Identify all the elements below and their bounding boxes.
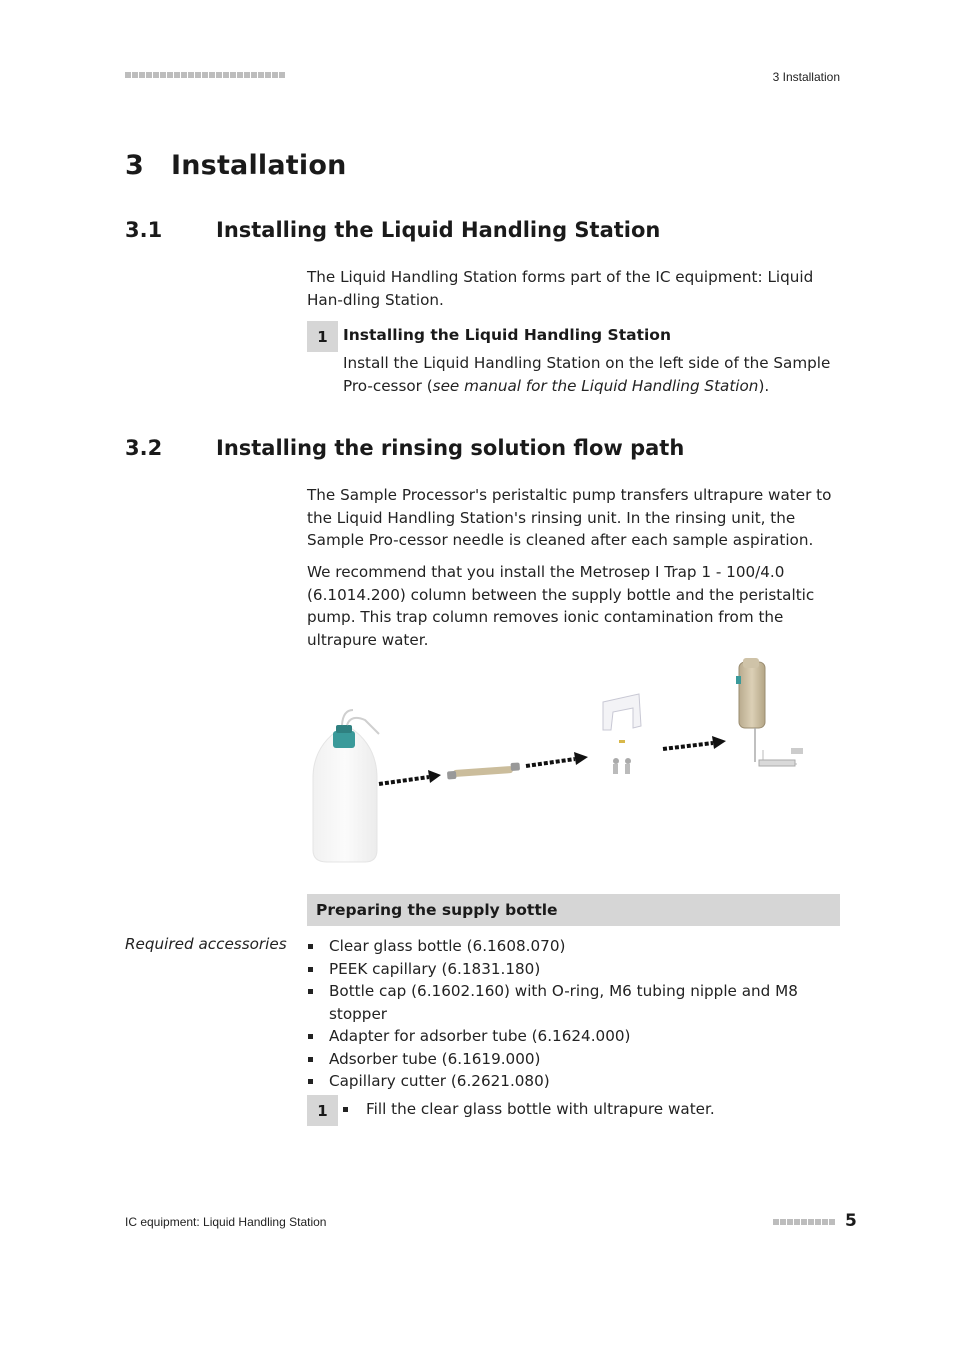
section2-paragraph-2: We recommend that you install the Metrosep I Trap 1 - 100/4.0 (6.1014.200) column between the supply bottle and the peristaltic pump. This trap column removes ionic contamination from the ultrapure water. bbox=[307, 563, 815, 649]
list-item: Bottle cap (6.1602.160) with O-ring, M6 tubing nipple and M8 stopper bbox=[307, 980, 847, 1025]
list-item: Capillary cutter (6.2621.080) bbox=[307, 1070, 847, 1093]
flow-arrow bbox=[526, 752, 588, 766]
trap-column bbox=[447, 762, 520, 779]
supply-bottle bbox=[313, 710, 379, 862]
manual-reference: see manual for the Liquid Handling Station bbox=[432, 376, 759, 395]
chapter-title: Installation bbox=[171, 150, 347, 181]
step-number-badge: 1 bbox=[307, 1095, 338, 1126]
header-decoration bbox=[125, 72, 285, 78]
subsection-bar bbox=[307, 894, 840, 926]
list-item: Adsorber tube (6.1619.000) bbox=[307, 1048, 847, 1071]
peristaltic-pump bbox=[603, 694, 641, 774]
step-number-badge: 1 bbox=[307, 321, 338, 352]
section-title: Installing the Liquid Handling Station bbox=[216, 218, 661, 242]
flow-path-illustration bbox=[307, 650, 817, 870]
list-item: Adapter for adsorber tube (6.1624.000) bbox=[307, 1025, 847, 1048]
step-text: Install the Liquid Handling Station on the left side of the Sample Pro-cessor ( bbox=[343, 354, 831, 395]
chapter-number: 3 bbox=[125, 150, 144, 181]
step-description bbox=[343, 352, 838, 397]
section-title: Installing the rinsing solution flow path bbox=[216, 436, 685, 460]
running-header: 3 Installation bbox=[772, 70, 840, 84]
section-heading-3-2 bbox=[125, 436, 684, 460]
footer-title: IC equipment: Liquid Handling Station bbox=[125, 1215, 327, 1229]
chapter-heading bbox=[125, 150, 347, 181]
bottle-cap bbox=[333, 731, 355, 748]
subsection-title: Preparing the supply bottle bbox=[316, 901, 558, 919]
section-number: 3.1 bbox=[125, 218, 163, 242]
flow-arrow bbox=[379, 770, 441, 784]
section1-intro-text: The Liquid Handling Station forms part of the IC equipment: Liquid Han-dling Station. bbox=[307, 268, 814, 309]
accessories-list bbox=[307, 935, 847, 1093]
liquid-handling-station bbox=[736, 658, 803, 766]
section-heading-3-1 bbox=[125, 218, 660, 242]
step-title: Installing the Liquid Handling Station bbox=[343, 326, 671, 344]
section-number: 3.2 bbox=[125, 436, 163, 460]
required-accessories-label: Required accessories bbox=[125, 935, 287, 953]
list-item: PEEK capillary (6.1831.180) bbox=[307, 958, 847, 981]
bullet-icon bbox=[343, 1107, 348, 1112]
step-text: Fill the clear glass bottle with ultrapure water. bbox=[366, 1100, 715, 1118]
section2-paragraph-1: The Sample Processor's peristaltic pump transfers ultrapure water to the Liquid Handling Station's rinsing unit. In the rinsing unit, the Sample Pro-cessor needle is cleaned after each sample aspiration. bbox=[307, 486, 832, 549]
flow-arrow bbox=[663, 736, 726, 749]
step-text-end: ). bbox=[758, 376, 770, 395]
section1-intro bbox=[307, 266, 842, 311]
page-number: 5 bbox=[845, 1211, 857, 1231]
list-item: Clear glass bottle (6.1608.070) bbox=[307, 935, 847, 958]
footer-decoration bbox=[773, 1219, 835, 1225]
